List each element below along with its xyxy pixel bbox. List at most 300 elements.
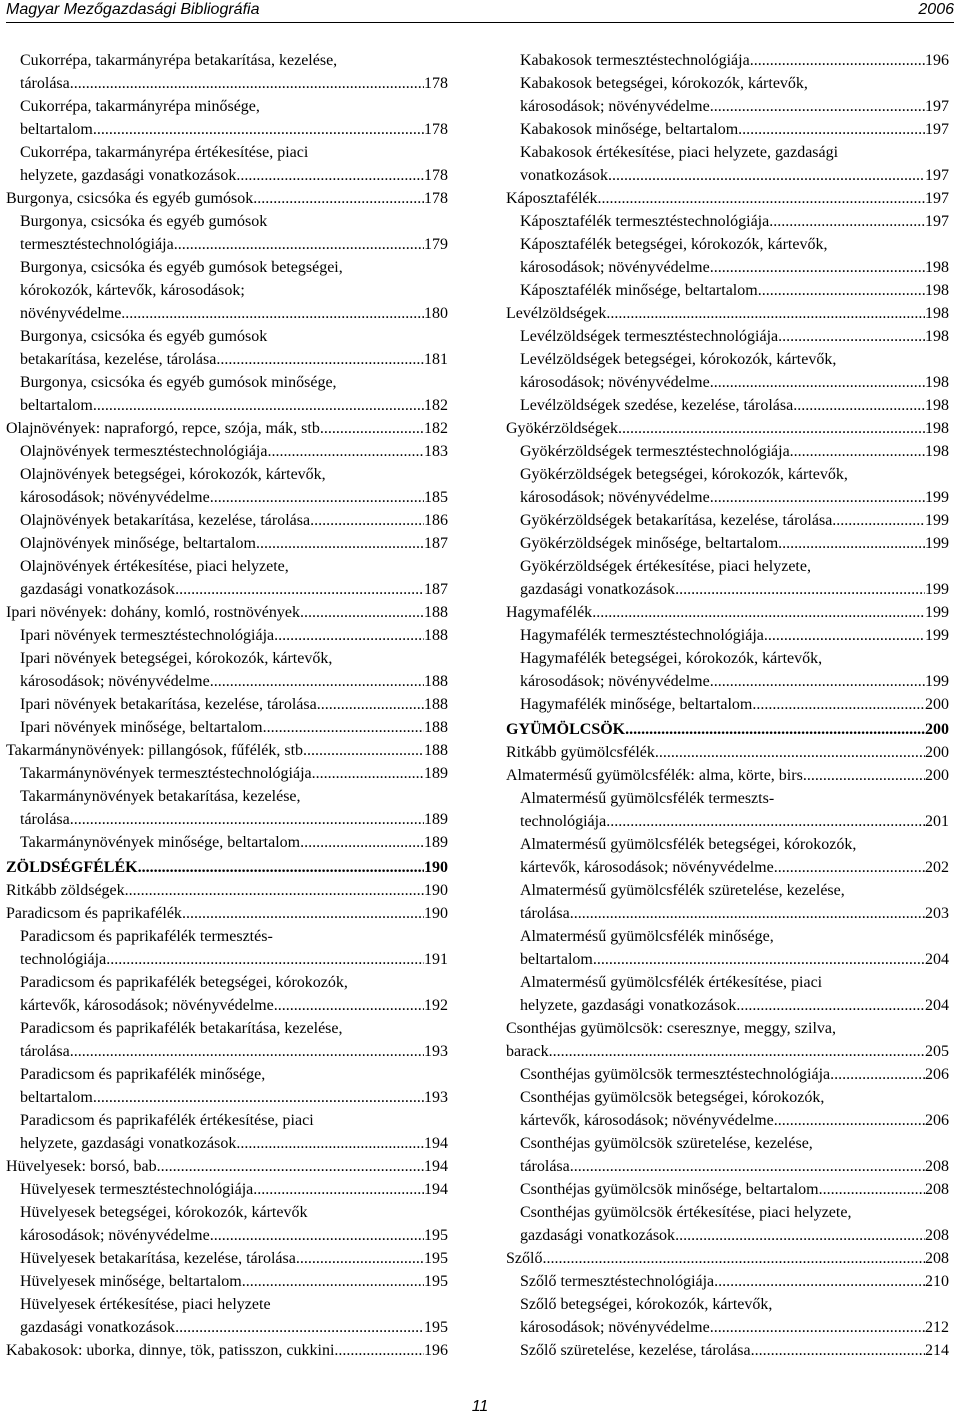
dot-leader [710,256,925,279]
toc-entry-title: Ipari növények minősége, beltartalom [20,719,263,736]
toc-entry [506,833,949,879]
toc-entry-page-number: 200 [925,767,949,784]
toc-entry-text-line: Ipari növények betegségei, kórokozók, kártevők, [20,650,333,667]
toc-entry-title: Takarmánynövények: pillangósok, fűfélék, stb. [6,742,308,759]
toc-entry-page-number: 195 [424,1273,448,1290]
toc-entry-title: gazdasági vonatkozások [520,1227,676,1244]
dot-leader [774,1109,925,1132]
toc-entry-page-number: 188 [424,742,448,759]
toc-entry-final-line [6,879,448,902]
dot-leader [70,72,424,95]
dot-leader [300,601,424,624]
toc-entry-final-line [520,1178,949,1201]
toc-entry [6,1339,448,1362]
toc-entry-final-line [520,670,949,693]
toc-entry-title: barack [506,1043,549,1060]
dot-leader [300,831,424,854]
toc-entry-title: Ipari növények: dohány, komló, rostnövények [6,604,301,621]
dot-leader [542,1247,925,1270]
toc-entry-page-number: 210 [925,1273,949,1290]
toc-entry [506,741,949,764]
dot-leader [710,486,925,509]
dot-leader [182,902,424,925]
toc-entry [506,1247,949,1270]
toc-entry-text-line: Almatermésű gyümölcsfélék termeszts- [520,790,775,807]
dot-leader [210,670,424,693]
toc-entry-final-line [20,1247,448,1270]
toc-entry [506,647,949,693]
toc-entry-final-line [20,578,448,601]
toc-entry [6,371,448,417]
dot-leader [598,187,925,210]
toc-entry-final-line [506,718,949,741]
toc-entry-page-number: 199 [925,489,949,506]
dot-leader [93,118,424,141]
toc-entry-final-line [20,302,448,325]
toc-entry-final-line [520,440,949,463]
dot-leader [263,716,424,739]
toc-entry-page-number: 185 [424,489,448,506]
toc-entry-title: tárolása [20,1043,70,1060]
toc-entry-final-line [20,233,448,256]
toc-entry [6,716,448,739]
toc-entry-title: Hagymafélék [506,604,593,621]
toc-entry-title: Ritkább gyümölcsfélék [506,744,655,761]
dot-leader [70,1040,424,1063]
toc-entry-text-line: Csonthéjas gyümölcsök: cseresznye, meggy, szilva, [506,1020,836,1037]
toc-entry-title: károsodások; növényvédelme [20,1227,210,1244]
dot-leader [608,164,925,187]
toc-entry-final-line [20,808,448,831]
toc-entry-final-line [20,348,448,371]
toc-entry [506,348,949,394]
toc-entry-page-number: 191 [424,951,448,968]
toc-entry-page-number: 200 [925,744,949,761]
toc-entry-page-number: 190 [424,882,448,899]
toc-entry-text-line: Kabakosok értékesítése, piaci helyzete, gazdasági [520,144,839,161]
toc-entry-title: Csonthéjas gyümölcsök minősége, beltartalom [520,1181,819,1198]
toc-entry [6,925,448,971]
toc-entry-text-line: Burgonya, csicsóka és egyéb gumósok [20,213,268,230]
dot-leader [750,49,925,72]
toc-entry [506,1017,949,1063]
toc-entry-final-line [20,509,448,532]
toc-column-right [506,49,949,1362]
dot-leader [121,302,424,325]
toc-entry-text-line: Cukorrépa, takarmányrépa értékesítése, piaci [20,144,309,161]
toc-entry [506,1178,949,1201]
toc-entry-page-number: 195 [424,1319,448,1336]
dot-leader [606,302,925,325]
dot-leader [274,624,424,647]
dot-leader [618,417,925,440]
toc-entry-page-number: 194 [424,1135,448,1152]
toc-entry-page-number: 188 [424,719,448,736]
dot-leader [174,233,424,256]
toc-entry-text-line: Kabakosok betegségei, kórokozók, kártevők, [520,75,808,92]
toc-entry [6,739,448,762]
toc-entry-title: kártevők, károsodások; növényvédelme [20,997,274,1014]
toc-entry [6,785,448,831]
dot-leader [570,902,925,925]
toc-entry-text-line: Csonthéjas gyümölcsök szüretelése, kezelése, [520,1135,813,1152]
toc-entry-title: Ritkább zöldségek [6,882,125,899]
toc-entry-page-number: 178 [424,75,448,92]
toc-entry [6,1247,448,1270]
dot-leader [793,394,925,417]
dot-leader [175,1316,424,1339]
toc-entry-final-line [20,118,448,141]
toc-entry-final-line [20,762,448,785]
toc-entry-final-line [506,187,949,210]
toc-entry-final-line [520,164,949,187]
page-number: 11 [471,1398,489,1415]
toc-entry-final-line [20,1178,448,1201]
toc-entry-final-line [20,164,448,187]
toc-entry-final-line [506,764,949,787]
dot-leader [138,856,424,879]
dot-leader [769,210,925,233]
toc-entry-text-line: Csonthéjas gyümölcsök betegségei, kórokozók, [520,1089,825,1106]
dot-leader [832,509,925,532]
toc-entry-page-number: 206 [925,1066,949,1083]
toc-entry-title: károsodások; növényvédelme [520,98,710,115]
toc-entry [506,1270,949,1293]
toc-entry [6,601,448,624]
toc-entry-title: Olajnövények minősége, beltartalom [20,535,256,552]
toc-entry-title: tárolása [520,905,570,922]
toc-entry-final-line [520,994,949,1017]
toc-entry-final-line [506,601,949,624]
toc-entry-title: Ipari növények termesztéstechnológiája [20,627,275,644]
toc-entry [506,1063,949,1086]
toc-entry-text-line: Káposztafélék betegségei, kórokozók, kártevők, [520,236,828,253]
toc-entry [506,463,949,509]
toc-entry-final-line [520,1224,949,1247]
toc-entry-final-line [520,1270,949,1293]
toc-entry [506,187,949,210]
toc-entry-page-number: 188 [424,627,448,644]
toc-entry-title: gazdasági vonatkozások [520,581,676,598]
toc-entry [506,417,949,440]
toc-entry [506,1132,949,1178]
toc-entry-text-line: Olajnövények értékesítése, piaci helyzete, [20,558,289,575]
toc-entry [506,879,949,925]
toc-entry-title: károsodások; növényvédelme [520,374,710,391]
dot-leader [710,371,925,394]
toc-entry-title: Gyökérzöldségek termesztéstechnológiája [520,443,790,460]
toc-entry-page-number: 208 [925,1250,949,1267]
toc-entry-title: Szőlő szüretelése, kezelése, tárolása [520,1342,751,1359]
toc-entry-title: Burgonya, csicsóka és egyéb gumósok [6,190,254,207]
dot-leader [778,325,925,348]
toc-entry [6,971,448,1017]
toc-entry-page-number: 212 [925,1319,949,1336]
dot-leader [774,856,925,879]
toc-entry-final-line [520,279,949,302]
publication-title: Magyar Mezőgazdasági Bibliográfia [6,1,260,18]
toc-entry [506,532,949,555]
toc-entry-title: Levélzöldségek szedése, kezelése, tárolása [520,397,794,414]
dot-leader [625,718,925,741]
toc-entry-title: Gyökérzöldségek betakarítása, kezelése, tárolása [520,512,833,529]
toc-entry-page-number: 188 [424,604,448,621]
dot-leader [830,1063,925,1086]
toc-entry-title: Paradicsom és paprikafélék [6,905,182,922]
publication-year: 2006 [918,1,954,18]
dot-leader [803,764,925,787]
toc-entry-page-number: 199 [925,604,949,621]
toc-entry [506,1086,949,1132]
toc-entry-title: beltartalom [20,1089,93,1106]
toc-entry-final-line [520,693,949,716]
toc-entry-title: beltartalom [20,397,93,414]
toc-entry-page-number: 190 [424,905,448,922]
toc-entry [506,971,949,1017]
dot-leader [216,348,424,371]
dot-leader [606,810,925,833]
toc-entry-page-number: 180 [424,305,448,322]
toc-entry-title: tárolása [520,1158,570,1175]
toc-entry-title: beltartalom [520,951,593,968]
toc-entry-page-number: 195 [424,1227,448,1244]
toc-entry-title: betakarítása, kezelése, tárolása [20,351,217,368]
toc-entry-title: Takarmánynövények minősége, beltartalom [20,834,301,851]
toc-entry-text-line: Hüvelyesek betegségei, kórokozók, kártevők [20,1204,308,1221]
toc-entry-final-line [20,1086,448,1109]
dot-leader [317,693,424,716]
toc-entry-page-number: 199 [925,627,949,644]
toc-entry-title: károsodások; növényvédelme [520,489,710,506]
toc-entry-page-number: 194 [424,1181,448,1198]
toc-entry-page-number: 196 [424,1342,448,1359]
toc-entry-final-line [6,187,448,210]
toc-entry-page-number: 195 [424,1250,448,1267]
toc-entry-final-line [520,486,949,509]
toc-entry-page-number: 199 [925,512,949,529]
dot-leader [675,1224,925,1247]
toc-entry-page-number: 200 [925,721,949,738]
toc-entry-text-line: Paradicsom és paprikafélék értékesítése, piaci [20,1112,314,1129]
toc-entry-final-line [6,601,448,624]
toc-entry-title: károsodások; növényvédelme [520,673,710,690]
toc-entry-final-line [520,394,949,417]
toc-entry-title: ZÖLDSÉGFÉLÉK [6,859,138,876]
dot-leader [710,95,925,118]
toc-entry-title: technológiája [520,813,607,830]
toc-entry-title: Ipari növények betakarítása, kezelése, tárolása [20,696,317,713]
toc-entry-title: Káposztafélék termesztéstechnológiája [520,213,770,230]
toc-entry-page-number: 201 [925,813,949,830]
toc-entry-page-number: 178 [424,121,448,138]
toc-entry [6,831,448,854]
toc-entry-title: gazdasági vonatkozások [20,1319,176,1336]
toc-entry-final-line [20,624,448,647]
toc-entry-title: Levélzöldségek [506,305,607,322]
toc-entry-final-line [20,1224,448,1247]
dot-leader [125,879,424,902]
toc-entry [506,509,949,532]
toc-entry-page-number: 194 [424,1158,448,1175]
toc-entry-title: Gyökérzöldségek minősége, beltartalom [520,535,779,552]
toc-entry-final-line [6,856,448,879]
toc-entry-final-line [506,417,949,440]
toc-entry-page-number: 198 [925,328,949,345]
toc-entry-final-line [6,902,448,925]
toc-entry [506,233,949,279]
toc-entry-page-number: 206 [925,1112,949,1129]
toc-entry-title: Olajnövények termesztéstechnológiája [20,443,268,460]
dot-leader [752,693,925,716]
toc-entry-final-line [520,948,949,971]
dot-leader [274,994,424,1017]
toc-entry [6,210,448,256]
toc-entry-title: Hüvelyesek termesztéstechnológiája [20,1181,254,1198]
toc-entry-final-line [520,210,949,233]
toc-entry-page-number: 178 [424,190,448,207]
toc-entry-title: GYÜMÖLCSÖK [506,721,626,738]
toc-entry-title: helyzete, gazdasági vonatkozások [20,167,237,184]
dot-leader [236,1132,424,1155]
toc-entry-text-line: Burgonya, csicsóka és egyéb gumósok betegségei, [20,259,343,276]
toc-entry-final-line [520,578,949,601]
toc-entry [6,49,448,95]
toc-entry [506,925,949,971]
toc-entry-final-line [20,948,448,971]
toc-entry-page-number: 198 [925,420,949,437]
toc-entry [506,302,949,325]
dot-leader [593,948,925,971]
toc-entry-title: technológiája [20,951,107,968]
toc-entry-title: gazdasági vonatkozások [20,581,176,598]
dot-leader [210,486,424,509]
toc-entry-title: Olajnövények betakarítása, kezelése, tárolása [20,512,311,529]
dot-leader [256,532,424,555]
toc-entry [506,210,949,233]
toc-entry-text-line: Cukorrépa, takarmányrépa minősége, [20,98,260,115]
toc-entry-title: tárolása [20,75,70,92]
dot-leader [307,739,424,762]
toc-entry-text-line: Gyökérzöldségek betegségei, kórokozók, kártevők, [520,466,848,483]
toc-entry [6,647,448,693]
toc-entry [6,509,448,532]
toc-entry-page-number: 214 [925,1342,949,1359]
toc-entry-title: vonatkozások [520,167,608,184]
toc-entry-title: Levélzöldségek termesztéstechnológiája [520,328,779,345]
toc-entry [506,279,949,302]
dot-leader [710,670,925,693]
toc-entry-text-line: Cukorrépa, takarmányrépa betakarítása, kezelése, [20,52,338,69]
toc-entry-title: Szőlő termesztéstechnológiája [520,1273,715,1290]
toc-entry [6,762,448,785]
toc-entry-final-line [20,831,448,854]
toc-entry-page-number: 199 [925,581,949,598]
toc-entry-final-line [506,1247,949,1270]
toc-entry-text-line: Burgonya, csicsóka és egyéb gumósok [20,328,268,345]
toc-entry-page-number: 193 [424,1043,448,1060]
toc-section-heading [506,718,949,741]
toc-entry-final-line [6,417,448,440]
toc-entry [6,187,448,210]
toc-entry-title: Káposztafélék [506,190,598,207]
toc-entry-final-line [20,994,448,1017]
toc-entry-text-line: Hagymafélék betegségei, kórokozók, kártevők, [520,650,823,667]
toc-entry-page-number: 198 [925,305,949,322]
toc-entry-page-number: 204 [925,951,949,968]
dot-leader [655,741,925,764]
dot-leader [210,1224,424,1247]
toc-entry [6,417,448,440]
toc-entry-text-line: kórokozók, kártevők, károsodások; [20,282,245,299]
toc-entry-page-number: 192 [424,997,448,1014]
toc-entry [6,902,448,925]
dot-leader [738,118,925,141]
toc-entry-text-line: Burgonya, csicsóka és egyéb gumósok minősége, [20,374,337,391]
dot-leader [253,1178,424,1201]
toc-entry-final-line [520,371,949,394]
toc-entry-final-line [520,856,949,879]
toc-entry-page-number: 198 [925,282,949,299]
toc-entry-final-line [20,1270,448,1293]
toc-entry [6,1109,448,1155]
toc-entry-page-number: 190 [424,859,448,876]
toc-entry-page-number: 202 [925,859,949,876]
toc-entry-final-line [520,1063,949,1086]
toc-entry-final-line [520,902,949,925]
toc-entry [506,440,949,463]
toc-entry-text-line: Almatermésű gyümölcsfélék minősége, [520,928,774,945]
dot-leader [324,417,424,440]
toc-entry-page-number: 182 [424,420,448,437]
toc-entry-page-number: 199 [925,535,949,552]
toc-entry-page-number: 197 [925,213,949,230]
toc-entry-final-line [20,1316,448,1339]
running-header [6,0,954,23]
toc-entry [506,325,949,348]
toc-entry-title: növényvédelme [20,305,122,322]
toc-entry-page-number: 204 [925,997,949,1014]
toc-entry-final-line [20,693,448,716]
toc-entry-title: helyzete, gazdasági vonatkozások [20,1135,237,1152]
dot-leader [790,440,925,463]
toc-entry-page-number: 205 [925,1043,949,1060]
toc-entry-final-line [20,670,448,693]
toc-entry [506,118,949,141]
toc-entry [6,532,448,555]
toc-entry-final-line [520,95,949,118]
toc-entry-final-line [6,1155,448,1178]
toc-entry-page-number: 189 [424,765,448,782]
toc-entry-title: helyzete, gazdasági vonatkozások [520,997,737,1014]
toc-entry-final-line [520,325,949,348]
toc-entry-text-line: Almatermésű gyümölcsfélék értékesítése, piaci [520,974,823,991]
toc-entry-page-number: 189 [424,834,448,851]
toc-entry-final-line [20,394,448,417]
toc-entry-title: károsodások; növényvédelme [20,673,210,690]
dot-leader [592,601,925,624]
toc-entry-page-number: 182 [424,397,448,414]
toc-entry-text-line: Paradicsom és paprikafélék betegségei, kórokozók, [20,974,348,991]
toc-entry-title: Takarmánynövények termesztéstechnológiája [20,765,312,782]
toc-entry-final-line [520,1339,949,1362]
dot-leader [157,1155,424,1178]
toc-entry [6,95,448,141]
toc-entry-final-line [520,810,949,833]
toc-entry [6,141,448,187]
toc-entry [506,49,949,72]
dot-leader [242,1270,424,1293]
toc-entry [6,1017,448,1063]
